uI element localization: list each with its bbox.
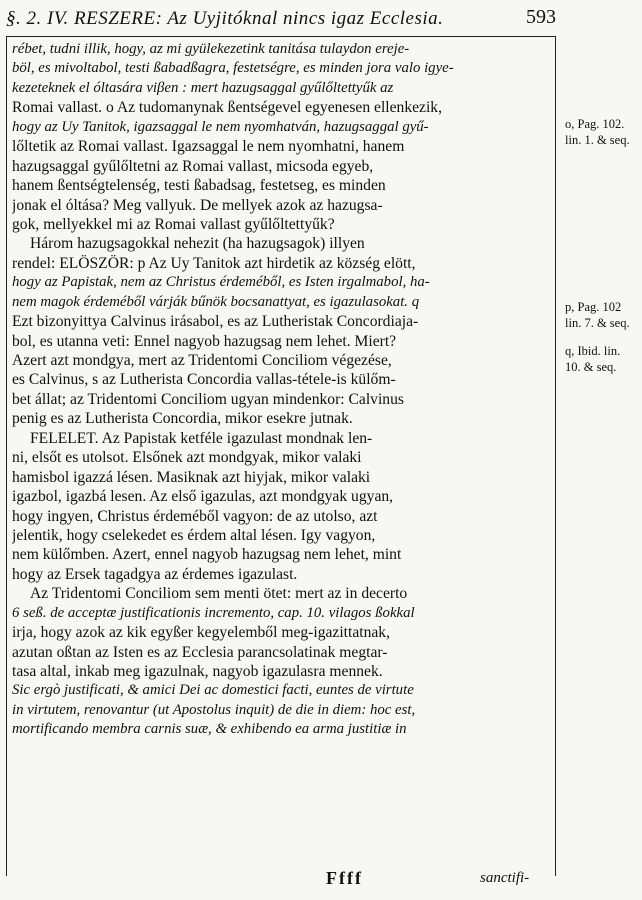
text-line: Az Tridentomi Conciliom sem menti ötet: mert az in decerto [30, 585, 408, 603]
text-line: kezeteknek el óltasára viβen : mert hazugsaggal gyűlőltettyűk az [12, 79, 394, 96]
frame-rule-right [555, 36, 556, 876]
margin-note-q: q, Ibid. lin. 10. & seq. [565, 344, 621, 374]
text-line: penig es az Lutherista Concordia, mikor esekre jutnak. [12, 410, 353, 428]
text-line: jelentik, hogy cselekedet es érdem altal lésen. Igy vagyon, [12, 526, 376, 544]
page-footer [0, 866, 642, 894]
text-line: nem magok érdeméből várják bűnök bocsanattyat, es igazulasokat. q [12, 293, 420, 310]
text-line: FELELET. Az Papistak ketféle igazulast mondnak len- [30, 429, 373, 447]
text-line: Sic ergò justificati, & amici Dei ac domestici facti, euntes de virtute [12, 682, 414, 699]
text-line: jonak el óltása? Meg vallyuk. De mellyek azok az hazugsa- [12, 196, 383, 214]
text-line: hamisbol igazzá lésen. Masiknak azt hiyjak, mikor valaki [12, 468, 371, 486]
text-line: mortificando membra carnis suæ, & exhibendo ea arma justitiæ in [12, 721, 407, 738]
text-line: bol, es utanna veti: Ennel nagyob hazugsag nem lehet. Miert? [12, 332, 397, 350]
text-line: rendel: ELÖSZÖR: p Az Uy Tanitok azt hirdetik az község elött, [12, 254, 416, 272]
signature-mark: Ffff [326, 868, 363, 888]
text-line: Ezt bizonyittya Calvinus irásabol, es az Lutheristak Concordiaja- [12, 313, 419, 331]
text-line: hanem ßentségtelenség, testi ßabadsag, festetseg, es minden [12, 177, 386, 195]
text-line: es Calvinus, s az Lutherista Concordia vallas-tétele-is külőm- [12, 371, 396, 389]
text-line: Azert azt mondgya, mert az Tridentomi Conciliom végezése, [12, 352, 392, 369]
text-line: in virtutem, renovantur (ut Apostolus inquit) de die in diem: hoc est, [12, 701, 416, 718]
text-line: lőltetik az Romai vallast. Igazsaggal le nem nyomhatni, hanem [12, 138, 405, 156]
margin-note-o: o, Pag. 102. lin. 1. & seq. [565, 117, 630, 147]
text-line: Három hazugsagokkal nehezit (ha hazugsagok) illyen [30, 235, 365, 253]
text-line: hogy az Papistak, nem az Christus érdeméből, es Isten irgalmabol, ha- [12, 274, 430, 291]
text-line: ni, elsőt es utolsot. Elsőnek azt mondgyak, mikor valaki [12, 449, 362, 467]
text-line: bet állat; az Tridentomi Conciliom ugyan mindenkor: Calvinus [12, 390, 404, 408]
text-line: azutan oßtan az Isten es az Ecclesia parancsolatinak megtar- [12, 643, 388, 661]
section-title: §. 2. IV. RESZERE: Az Uyjitóknal nincs igaz Ecclesia. [6, 8, 444, 29]
text-line: Romai vallast. o Az tudomanynak ßentségevel egyenesen ellenkezik, [12, 99, 442, 117]
text-line: irja, hogy azok az kik egyßer kegyelemből meg-igazittatnak, [12, 624, 391, 642]
text-line: gok, mellyekkel mi az Romai vallast gyűlőltettyűk? [12, 215, 335, 233]
text-line: nem külőmben. Azert, ennel nagyob hazugsag nem lehet, mint [12, 546, 402, 564]
text-line: hogy az Uy Tanitok, igazsaggal le nem nyomhatván, hazugsaggal gyű- [12, 118, 429, 135]
margin-note-p: p, Pag. 102 lin. 7. & seq. [565, 300, 630, 330]
text-line: hogy az Ersek tagadgya az érdemes igazulast. [12, 565, 298, 583]
text-line: tasa altal, inkab meg igazulnak, nagyob igazulasra mennek. [12, 663, 383, 680]
text-line: böl, es mivoltabol, testi ßabadßagra, festetségre, es minden jora valo igye- [12, 60, 454, 77]
text-block [12, 40, 550, 740]
running-head [6, 6, 556, 36]
catchword: sanctifi- [480, 870, 530, 886]
text-line: hazugsaggal gyűlőltetni az Romai vallast, micsoda egyeb, [12, 157, 374, 175]
frame-rule-left [6, 36, 7, 876]
page-number: 593 [526, 6, 556, 28]
text-line: hogy ingyen, Christus érdeméből vagyon: de az utolso, azt [12, 507, 378, 525]
text-line: igazbol, igazbá lesen. Az első igazulas, azt mondgyak ugyan, [12, 488, 394, 506]
text-line: 6 seß. de acceptæ justificationis incremento, cap. 10. vilagos ßokkal [12, 604, 415, 621]
text-line: rébet, tudni illik, hogy, az mi gyülekezetink tanitása tulaydon ereje- [12, 41, 410, 57]
frame-rule-top [6, 36, 556, 37]
